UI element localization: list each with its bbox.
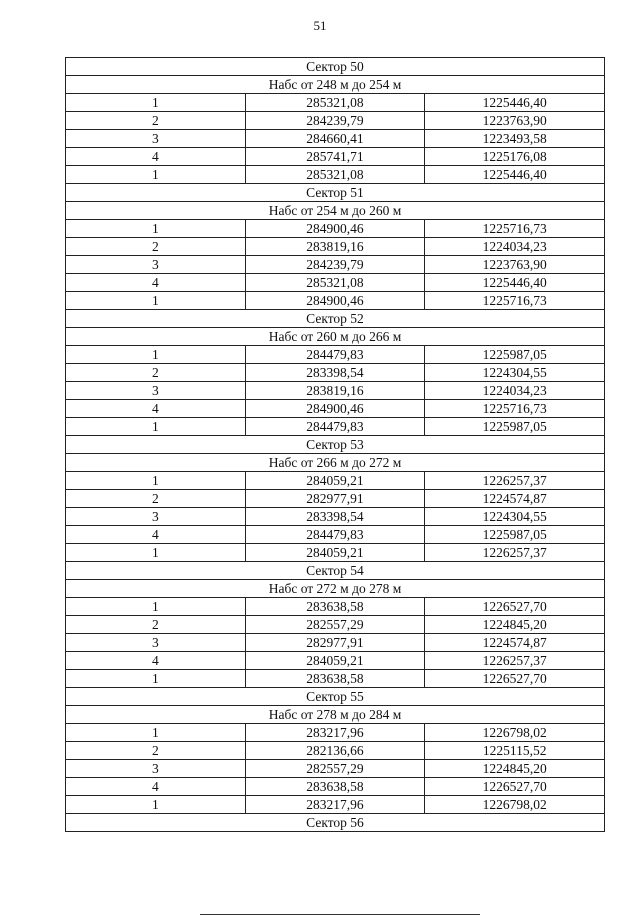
- sector-title: Сектор 53: [66, 436, 605, 454]
- sector-title: Сектор 51: [66, 184, 605, 202]
- coordinate-x: 282136,66: [245, 742, 425, 760]
- sector-height-row: [66, 328, 605, 346]
- point-number: 3: [66, 130, 246, 148]
- sector-title: Сектор 54: [66, 562, 605, 580]
- coordinate-y: 1225987,05: [425, 346, 605, 364]
- coordinate-y: 1226257,37: [425, 544, 605, 562]
- point-row: [66, 778, 605, 796]
- coordinate-y: 1225446,40: [425, 166, 605, 184]
- coordinate-y: 1225987,05: [425, 526, 605, 544]
- point-row: [66, 418, 605, 436]
- coordinate-x: 283217,96: [245, 724, 425, 742]
- sector-title-row: [66, 814, 605, 832]
- point-row: [66, 670, 605, 688]
- sector-height-row: [66, 454, 605, 472]
- coordinate-y: 1225716,73: [425, 220, 605, 238]
- sector-title-row: [66, 58, 605, 76]
- coordinate-y: 1226798,02: [425, 796, 605, 814]
- coordinate-x: 284059,21: [245, 472, 425, 490]
- point-number: 1: [66, 544, 246, 562]
- coordinate-y: 1226527,70: [425, 598, 605, 616]
- coordinate-x: 283638,58: [245, 670, 425, 688]
- coordinate-x: 285741,71: [245, 148, 425, 166]
- coordinate-x: 282557,29: [245, 616, 425, 634]
- point-number: 1: [66, 220, 246, 238]
- point-number: 1: [66, 346, 246, 364]
- coordinate-x: 283638,58: [245, 598, 425, 616]
- point-row: [66, 634, 605, 652]
- coordinate-y: 1226527,70: [425, 670, 605, 688]
- sector-height-row: [66, 706, 605, 724]
- sector-coordinates-table: [65, 57, 605, 832]
- coordinate-y: 1224845,20: [425, 616, 605, 634]
- coordinate-y: 1225115,52: [425, 742, 605, 760]
- coordinate-x: 282977,91: [245, 634, 425, 652]
- coordinate-x: 283398,54: [245, 508, 425, 526]
- coordinate-x: 284059,21: [245, 544, 425, 562]
- coordinate-x: 284900,46: [245, 292, 425, 310]
- point-number: 1: [66, 94, 246, 112]
- point-row: [66, 364, 605, 382]
- point-row: [66, 400, 605, 418]
- point-number: 1: [66, 472, 246, 490]
- point-row: [66, 490, 605, 508]
- sector-height-row: [66, 580, 605, 598]
- coordinate-x: 284479,83: [245, 526, 425, 544]
- coordinate-y: 1224034,23: [425, 382, 605, 400]
- coordinate-y: 1226798,02: [425, 724, 605, 742]
- point-number: 1: [66, 292, 246, 310]
- coordinate-x: 282557,29: [245, 760, 425, 778]
- point-number: 4: [66, 148, 246, 166]
- point-row: [66, 256, 605, 274]
- sector-title: Сектор 55: [66, 688, 605, 706]
- coordinate-y: 1226257,37: [425, 652, 605, 670]
- point-row: [66, 796, 605, 814]
- point-row: [66, 346, 605, 364]
- point-number: 3: [66, 760, 246, 778]
- sector-title-row: [66, 436, 605, 454]
- sector-title-row: [66, 688, 605, 706]
- point-row: [66, 652, 605, 670]
- coordinate-x: 284900,46: [245, 400, 425, 418]
- coordinate-x: 284059,21: [245, 652, 425, 670]
- point-row: [66, 220, 605, 238]
- point-number: 2: [66, 112, 246, 130]
- point-row: [66, 148, 605, 166]
- coordinate-x: 285321,08: [245, 274, 425, 292]
- coordinate-y: 1224304,55: [425, 508, 605, 526]
- coordinate-x: 284479,83: [245, 418, 425, 436]
- coordinate-y: 1225176,08: [425, 148, 605, 166]
- point-row: [66, 94, 605, 112]
- sector-title-row: [66, 310, 605, 328]
- coordinate-y: 1225446,40: [425, 274, 605, 292]
- coordinate-x: 285321,08: [245, 94, 425, 112]
- sector-height-range: Набс от 278 м до 284 м: [66, 706, 605, 724]
- sector-title: Сектор 50: [66, 58, 605, 76]
- point-number: 2: [66, 490, 246, 508]
- point-row: [66, 508, 605, 526]
- point-number: 4: [66, 778, 246, 796]
- coordinate-y: 1223763,90: [425, 112, 605, 130]
- point-number: 3: [66, 634, 246, 652]
- point-number: 2: [66, 238, 246, 256]
- point-number: 4: [66, 274, 246, 292]
- point-number: 1: [66, 724, 246, 742]
- coordinate-x: 285321,08: [245, 166, 425, 184]
- point-number: 1: [66, 418, 246, 436]
- sector-title: Сектор 52: [66, 310, 605, 328]
- coordinate-y: 1224845,20: [425, 760, 605, 778]
- point-row: [66, 598, 605, 616]
- coordinate-x: 283638,58: [245, 778, 425, 796]
- sector-height-range: Набс от 260 м до 266 м: [66, 328, 605, 346]
- point-row: [66, 616, 605, 634]
- sector-title-row: [66, 184, 605, 202]
- point-number: 1: [66, 670, 246, 688]
- sector-height-row: [66, 76, 605, 94]
- point-number: 1: [66, 598, 246, 616]
- coordinate-y: 1226257,37: [425, 472, 605, 490]
- point-number: 3: [66, 256, 246, 274]
- point-number: 4: [66, 652, 246, 670]
- coordinate-x: 283398,54: [245, 364, 425, 382]
- point-number: 2: [66, 364, 246, 382]
- point-row: [66, 166, 605, 184]
- sector-height-row: [66, 202, 605, 220]
- coordinate-x: 283819,16: [245, 382, 425, 400]
- point-number: 3: [66, 382, 246, 400]
- coordinate-y: 1223763,90: [425, 256, 605, 274]
- point-number: 2: [66, 742, 246, 760]
- sector-title-row: [66, 562, 605, 580]
- coordinate-x: 283217,96: [245, 796, 425, 814]
- point-row: [66, 130, 605, 148]
- coordinate-x: 284479,83: [245, 346, 425, 364]
- coordinate-y: 1223493,58: [425, 130, 605, 148]
- coordinate-y: 1225716,73: [425, 292, 605, 310]
- coordinate-y: 1225716,73: [425, 400, 605, 418]
- page-number: 51: [313, 18, 327, 33]
- point-number: 4: [66, 400, 246, 418]
- point-row: [66, 742, 605, 760]
- point-number: 3: [66, 508, 246, 526]
- point-row: [66, 472, 605, 490]
- point-number: 1: [66, 166, 246, 184]
- point-number: 4: [66, 526, 246, 544]
- point-number: 2: [66, 616, 246, 634]
- sector-height-range: Набс от 254 м до 260 м: [66, 202, 605, 220]
- sector-height-range: Набс от 272 м до 278 м: [66, 580, 605, 598]
- point-row: [66, 724, 605, 742]
- point-row: [66, 760, 605, 778]
- coordinate-y: 1224574,87: [425, 634, 605, 652]
- bottom-edge-line: [200, 914, 480, 915]
- coordinate-y: 1225446,40: [425, 94, 605, 112]
- coordinate-y: 1224034,23: [425, 238, 605, 256]
- point-row: [66, 274, 605, 292]
- coordinate-x: 284239,79: [245, 256, 425, 274]
- coordinate-y: 1224574,87: [425, 490, 605, 508]
- coordinate-x: 284660,41: [245, 130, 425, 148]
- coordinate-y: 1225987,05: [425, 418, 605, 436]
- point-row: [66, 238, 605, 256]
- coordinate-y: 1224304,55: [425, 364, 605, 382]
- point-row: [66, 382, 605, 400]
- coordinate-x: 284900,46: [245, 220, 425, 238]
- point-row: [66, 544, 605, 562]
- sector-title: Сектор 56: [66, 814, 605, 832]
- coordinate-y: 1226527,70: [425, 778, 605, 796]
- sector-height-range: Набс от 248 м до 254 м: [66, 76, 605, 94]
- point-row: [66, 112, 605, 130]
- point-row: [66, 526, 605, 544]
- point-number: 1: [66, 796, 246, 814]
- point-row: [66, 292, 605, 310]
- coordinate-x: 282977,91: [245, 490, 425, 508]
- coordinate-x: 284239,79: [245, 112, 425, 130]
- sector-height-range: Набс от 266 м до 272 м: [66, 454, 605, 472]
- coordinate-x: 283819,16: [245, 238, 425, 256]
